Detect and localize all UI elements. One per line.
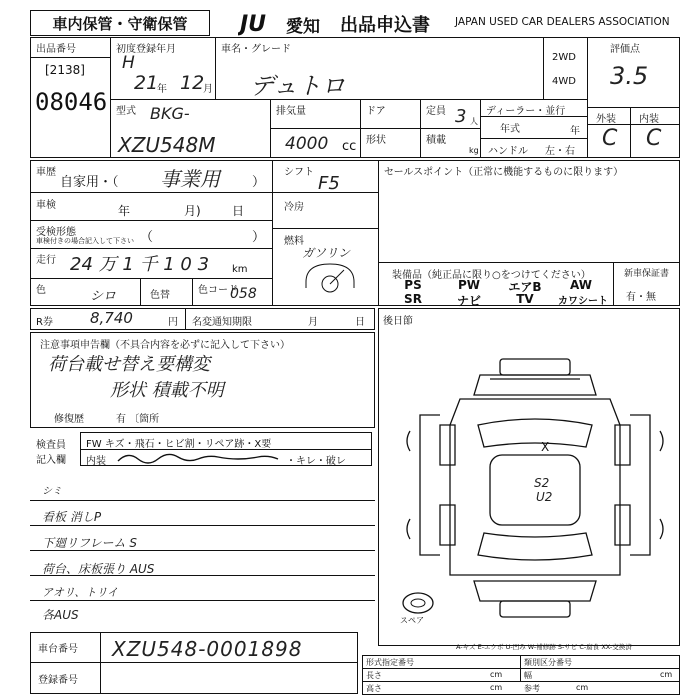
equip-sr: SR: [404, 292, 422, 306]
damage-mark-u2: U2: [536, 490, 553, 504]
footer-f2: 類別区分番号: [524, 658, 572, 667]
load-unit: kg: [469, 146, 479, 155]
shift-label: シフト: [284, 167, 314, 178]
model-value: デュトロ: [250, 72, 346, 100]
registration-month: 12: [180, 72, 205, 94]
footer-f6: 参考: [524, 684, 540, 693]
color-value: シロ: [90, 289, 117, 304]
recycle-label: R券: [36, 317, 53, 328]
remark-6: 各AUS: [42, 608, 79, 622]
lot-code: [2138]: [45, 63, 85, 77]
handle-label: ハンドル: [488, 146, 528, 157]
recycle-value: 8,740: [90, 309, 133, 327]
logo-region: 愛知: [286, 17, 320, 37]
footer-f4: 幅: [524, 671, 532, 680]
color-code-value: 058: [230, 286, 257, 302]
notes-line2: 形状 積載不明: [110, 380, 224, 401]
equip-leather-seat: カワシート: [558, 296, 608, 307]
interior-label: 内装: [639, 114, 659, 125]
month-unit: 月: [203, 84, 213, 95]
inspector-row1: FW キズ・飛石・ヒビ割・リペア跡・X要: [86, 439, 272, 450]
damage-legend: A-キズ E-エクボ U-凹み W-補修跡 S-サビ C-腐食 XX-交換済: [456, 643, 632, 651]
displacement-value: 4000: [285, 134, 329, 154]
color-label: 色: [36, 285, 46, 296]
remark-3: 下廻リフレーム S: [42, 536, 137, 550]
notice-label: 名変通知期限: [192, 317, 252, 328]
color-code-label: 色コード: [198, 285, 238, 296]
chassis-value: XZU548-0001898: [112, 637, 303, 661]
fuel-label: 燃料: [284, 236, 304, 247]
repair-label: 修復歴: [54, 414, 84, 425]
shift-value: F5: [318, 173, 340, 194]
notice-month: 月: [308, 317, 318, 328]
model-year-label: 年式: [500, 124, 520, 135]
mileage-value: 24 万 1 千 1 0 3: [70, 254, 210, 275]
recycle-unit: 円: [168, 317, 178, 328]
equipment-label: 装備品（純正品に限り○をつけてください）: [392, 270, 591, 281]
notice-day: 日: [355, 317, 365, 328]
history-close: ）: [252, 175, 266, 190]
sales-point-label: セールスポイント（正常に機能するものに限ります）: [384, 167, 624, 178]
chassis-label: 車台番号: [38, 644, 78, 655]
drive-2wd: 2WD: [552, 52, 576, 63]
history-hand: 事業用: [160, 167, 220, 191]
displacement-unit: cc: [342, 139, 357, 154]
color-change-label: 色替: [150, 290, 170, 301]
lot-number: 08046: [35, 88, 108, 116]
inspection-year: 年: [118, 204, 131, 218]
inspector-label: 検査員: [36, 440, 66, 451]
grade-label: 評価点: [610, 44, 640, 55]
warranty-value: 有・無: [626, 292, 656, 303]
storage-label: 車内保管・守衛保管: [30, 10, 210, 36]
spare-tire-icon: [400, 590, 436, 616]
registration-label: 初度登録年月: [116, 44, 176, 55]
association-name: JAPAN USED CAR DEALERS ASSOCIATION: [455, 16, 670, 28]
footer-unit-2: cm: [660, 670, 673, 679]
model-label: 車名・グレード: [221, 44, 291, 55]
mileage-label: 走行: [36, 255, 56, 266]
remark-4: 荷台、床板張り AUS: [42, 562, 155, 576]
lot-label: 出品番号: [36, 44, 76, 55]
handle-value: 左・右: [545, 146, 575, 157]
equip-navi: ナビ: [456, 294, 481, 308]
load-label: 積載: [426, 135, 446, 146]
reception-note: 車検付きの場合記入して下さい: [36, 237, 134, 245]
damage-mark-s2: S2: [534, 476, 550, 490]
inspector-row2-label: 内装: [86, 456, 106, 467]
shape-label: 形状: [366, 135, 386, 146]
history-label: 車歴: [36, 167, 56, 178]
equip-ps: PS: [404, 278, 422, 292]
inspection-month: 月): [184, 204, 201, 218]
remark-2: 看板 消しP: [42, 510, 102, 524]
registration-era: H: [122, 53, 135, 73]
reception-label: 受検形態: [36, 227, 76, 238]
exterior-value: C: [602, 126, 618, 151]
remark-5: アオリ、トリイ: [42, 586, 119, 599]
year-unit: 年: [157, 84, 167, 95]
warranty-label: 新車保証書: [624, 269, 670, 279]
inspector-label2: 記入欄: [36, 455, 66, 466]
reception-close: ）: [252, 230, 266, 245]
equip-pw: PW: [457, 278, 481, 292]
registration-year: 21: [134, 72, 159, 94]
type-prefix: BKG-: [150, 104, 190, 123]
reception-open: （: [140, 230, 154, 245]
inspection-label: 車検: [36, 200, 56, 211]
equip-airbag: エアB: [508, 280, 542, 294]
ju-logo: [238, 10, 286, 36]
inspector-row2-rest: ・キレ・破レ: [286, 456, 346, 467]
mileage-unit: km: [232, 264, 248, 275]
history-printed: 自家用・（: [60, 175, 119, 190]
exterior-label: 外装: [596, 114, 616, 125]
type-value: XZU548M: [118, 133, 216, 157]
form-title: 出品申込書: [340, 15, 430, 36]
notes-label: 注意事項申告欄（不具合内容を必ずに記入して下さい）: [40, 340, 290, 351]
ac-label: 冷房: [284, 202, 304, 213]
fuel-value: ガソリン: [302, 246, 351, 260]
car-diagram: [400, 355, 670, 625]
remark-1: シミ: [42, 486, 62, 497]
footer-f5: 高さ: [366, 684, 382, 693]
capacity-label: 定員: [426, 106, 446, 117]
dealer-label: ディーラー・並行: [486, 106, 566, 117]
rear-seat-label: 後日節: [383, 316, 413, 327]
type-label: 型式: [116, 106, 136, 117]
drive-4wd: 4WD: [552, 76, 576, 87]
repair-value: 有 〔箇所: [116, 414, 160, 425]
capacity-value: 3: [455, 106, 467, 127]
damage-mark-x: X: [541, 440, 550, 454]
displacement-label: 排気量: [276, 106, 306, 117]
reg-label: 登録番号: [38, 675, 78, 686]
footer-f3: 長さ: [366, 671, 382, 680]
footer-unit-3: cm: [490, 683, 503, 692]
spare-label: スペア: [400, 616, 424, 625]
ju-logo-text: JU: [240, 12, 267, 36]
inspector-scribble: [114, 449, 282, 466]
footer-unit-4: cm: [576, 683, 589, 692]
notes-line1: 荷台載せ替え要構変: [48, 354, 210, 375]
equip-aw: AW: [570, 278, 592, 292]
grade-score: 3.5: [610, 62, 649, 90]
footer-f1: 形式指定番号: [366, 658, 414, 667]
equip-tv: TV: [516, 292, 534, 306]
capacity-unit: 人: [470, 117, 478, 126]
model-year-unit: 年: [570, 126, 580, 137]
fuel-gauge-icon: [300, 258, 360, 302]
interior-value: C: [646, 126, 662, 151]
footer-unit-1: cm: [490, 670, 503, 679]
inspection-day: 日: [232, 204, 245, 218]
door-label: ドア: [366, 106, 386, 117]
